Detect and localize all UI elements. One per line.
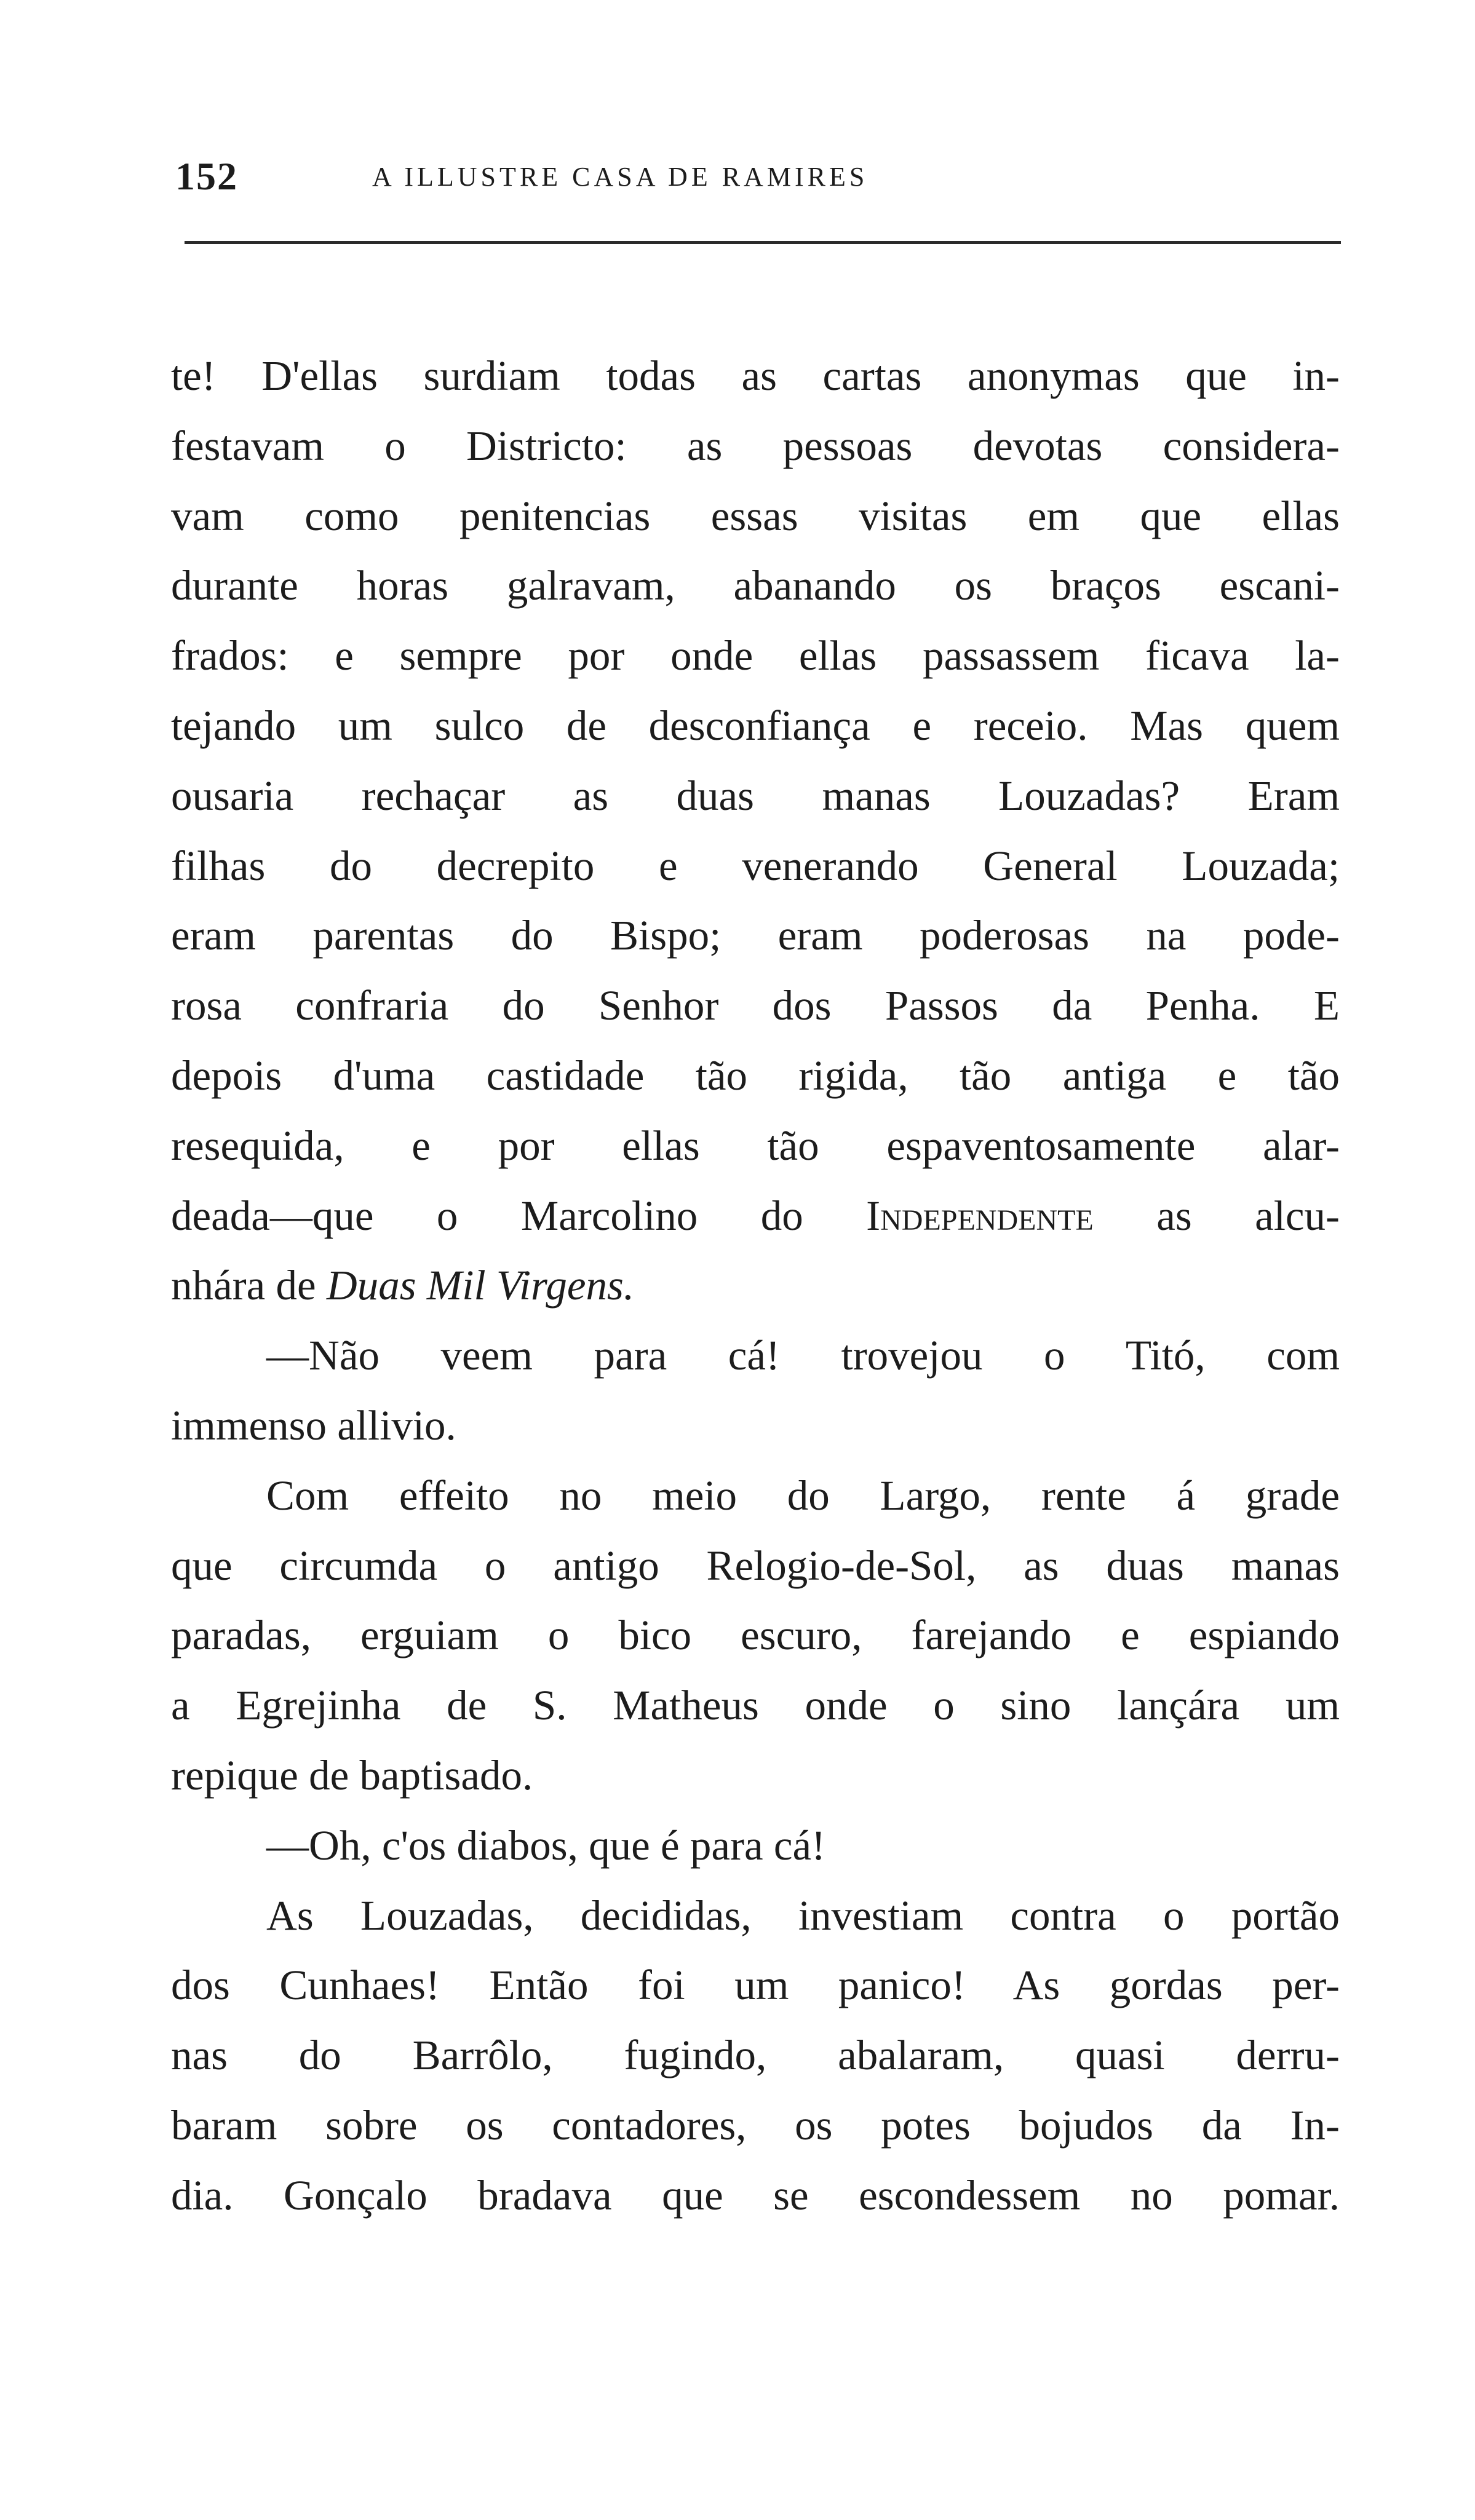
text-line: rosa confraria do Senhor dos Passos da Penha. E bbox=[171, 982, 1340, 1029]
text-line bbox=[171, 1181, 1340, 1251]
page-header bbox=[175, 154, 1344, 209]
text-line: durante horas galravam, abanando os braços escani- bbox=[171, 562, 1340, 609]
text-segment: nhára de bbox=[171, 1262, 316, 1309]
newspaper-name: Independente bbox=[866, 1192, 1094, 1239]
text-line: —Não veem para cá! trovejou o Titó, com bbox=[266, 1332, 1340, 1379]
nickname-italic: Duas Mil Virgens. bbox=[326, 1262, 635, 1309]
text-line: Com effeito no meio do Largo, rente á grade bbox=[266, 1472, 1340, 1519]
text-segment: as alcu- bbox=[1156, 1192, 1340, 1239]
text-line: tejando um sulco de desconfiança e receio. Mas quem bbox=[171, 702, 1340, 749]
text-line: repique de baptisado. bbox=[171, 1751, 533, 1799]
text-line: festavam o Districto: as pessoas devotas considera- bbox=[171, 422, 1340, 469]
text-line: baram sobre os contadores, os potes bojudos da In- bbox=[171, 2101, 1340, 2149]
text-line: immenso allivio. bbox=[171, 1401, 456, 1449]
text-line: resequida, e por ellas tão espaventosamente alar- bbox=[171, 1122, 1340, 1169]
text-line: frados: e sempre por onde ellas passassem ficava la- bbox=[171, 632, 1340, 680]
header-rule bbox=[185, 241, 1341, 244]
text-line: eram parentas do Bispo; eram poderosas na pode- bbox=[171, 912, 1340, 959]
text-line: a Egrejinha de S. Matheus onde o sino lançára um bbox=[171, 1682, 1340, 1729]
text-line bbox=[171, 1251, 1340, 1321]
text-line: vam como penitencias essas visitas em que ellas bbox=[171, 492, 1340, 539]
text-line: depois d'uma castidade tão rigida, tão antiga e tão bbox=[171, 1052, 1340, 1099]
text-line: —Oh, c'os diabos, que é para cá! bbox=[266, 1821, 826, 1869]
text-line: dos Cunhaes! Então foi um panico! As gordas per- bbox=[171, 1962, 1340, 2009]
text-line: te! D'ellas surdiam todas as cartas anonymas que in- bbox=[171, 352, 1340, 399]
text-line: que circumda o antigo Relogio-de-Sol, as duas manas bbox=[171, 1542, 1340, 1589]
text-line: ousaria rechaçar as duas manas Louzadas? Eram bbox=[171, 772, 1340, 819]
text-line: As Louzadas, decididas, investiam contra o portão bbox=[266, 1892, 1340, 1939]
text-line: nas do Barrôlo, fugindo, abalaram, quasi derru- bbox=[171, 2032, 1340, 2079]
running-title: A ILLUSTRE CASA DE RAMIRES bbox=[372, 162, 869, 192]
body-text bbox=[171, 341, 1340, 2231]
page-number: 152 bbox=[175, 154, 238, 198]
text-line: filhas do decrepito e venerando General Louzada; bbox=[171, 842, 1340, 889]
text-segment: deada—que o Marcolino do bbox=[171, 1192, 803, 1239]
text-line: dia. Gonçalo bradava que se escondessem no pomar. bbox=[171, 2171, 1340, 2219]
text-line: paradas, erguiam o bico escuro, farejando e espiando bbox=[171, 1612, 1340, 1659]
